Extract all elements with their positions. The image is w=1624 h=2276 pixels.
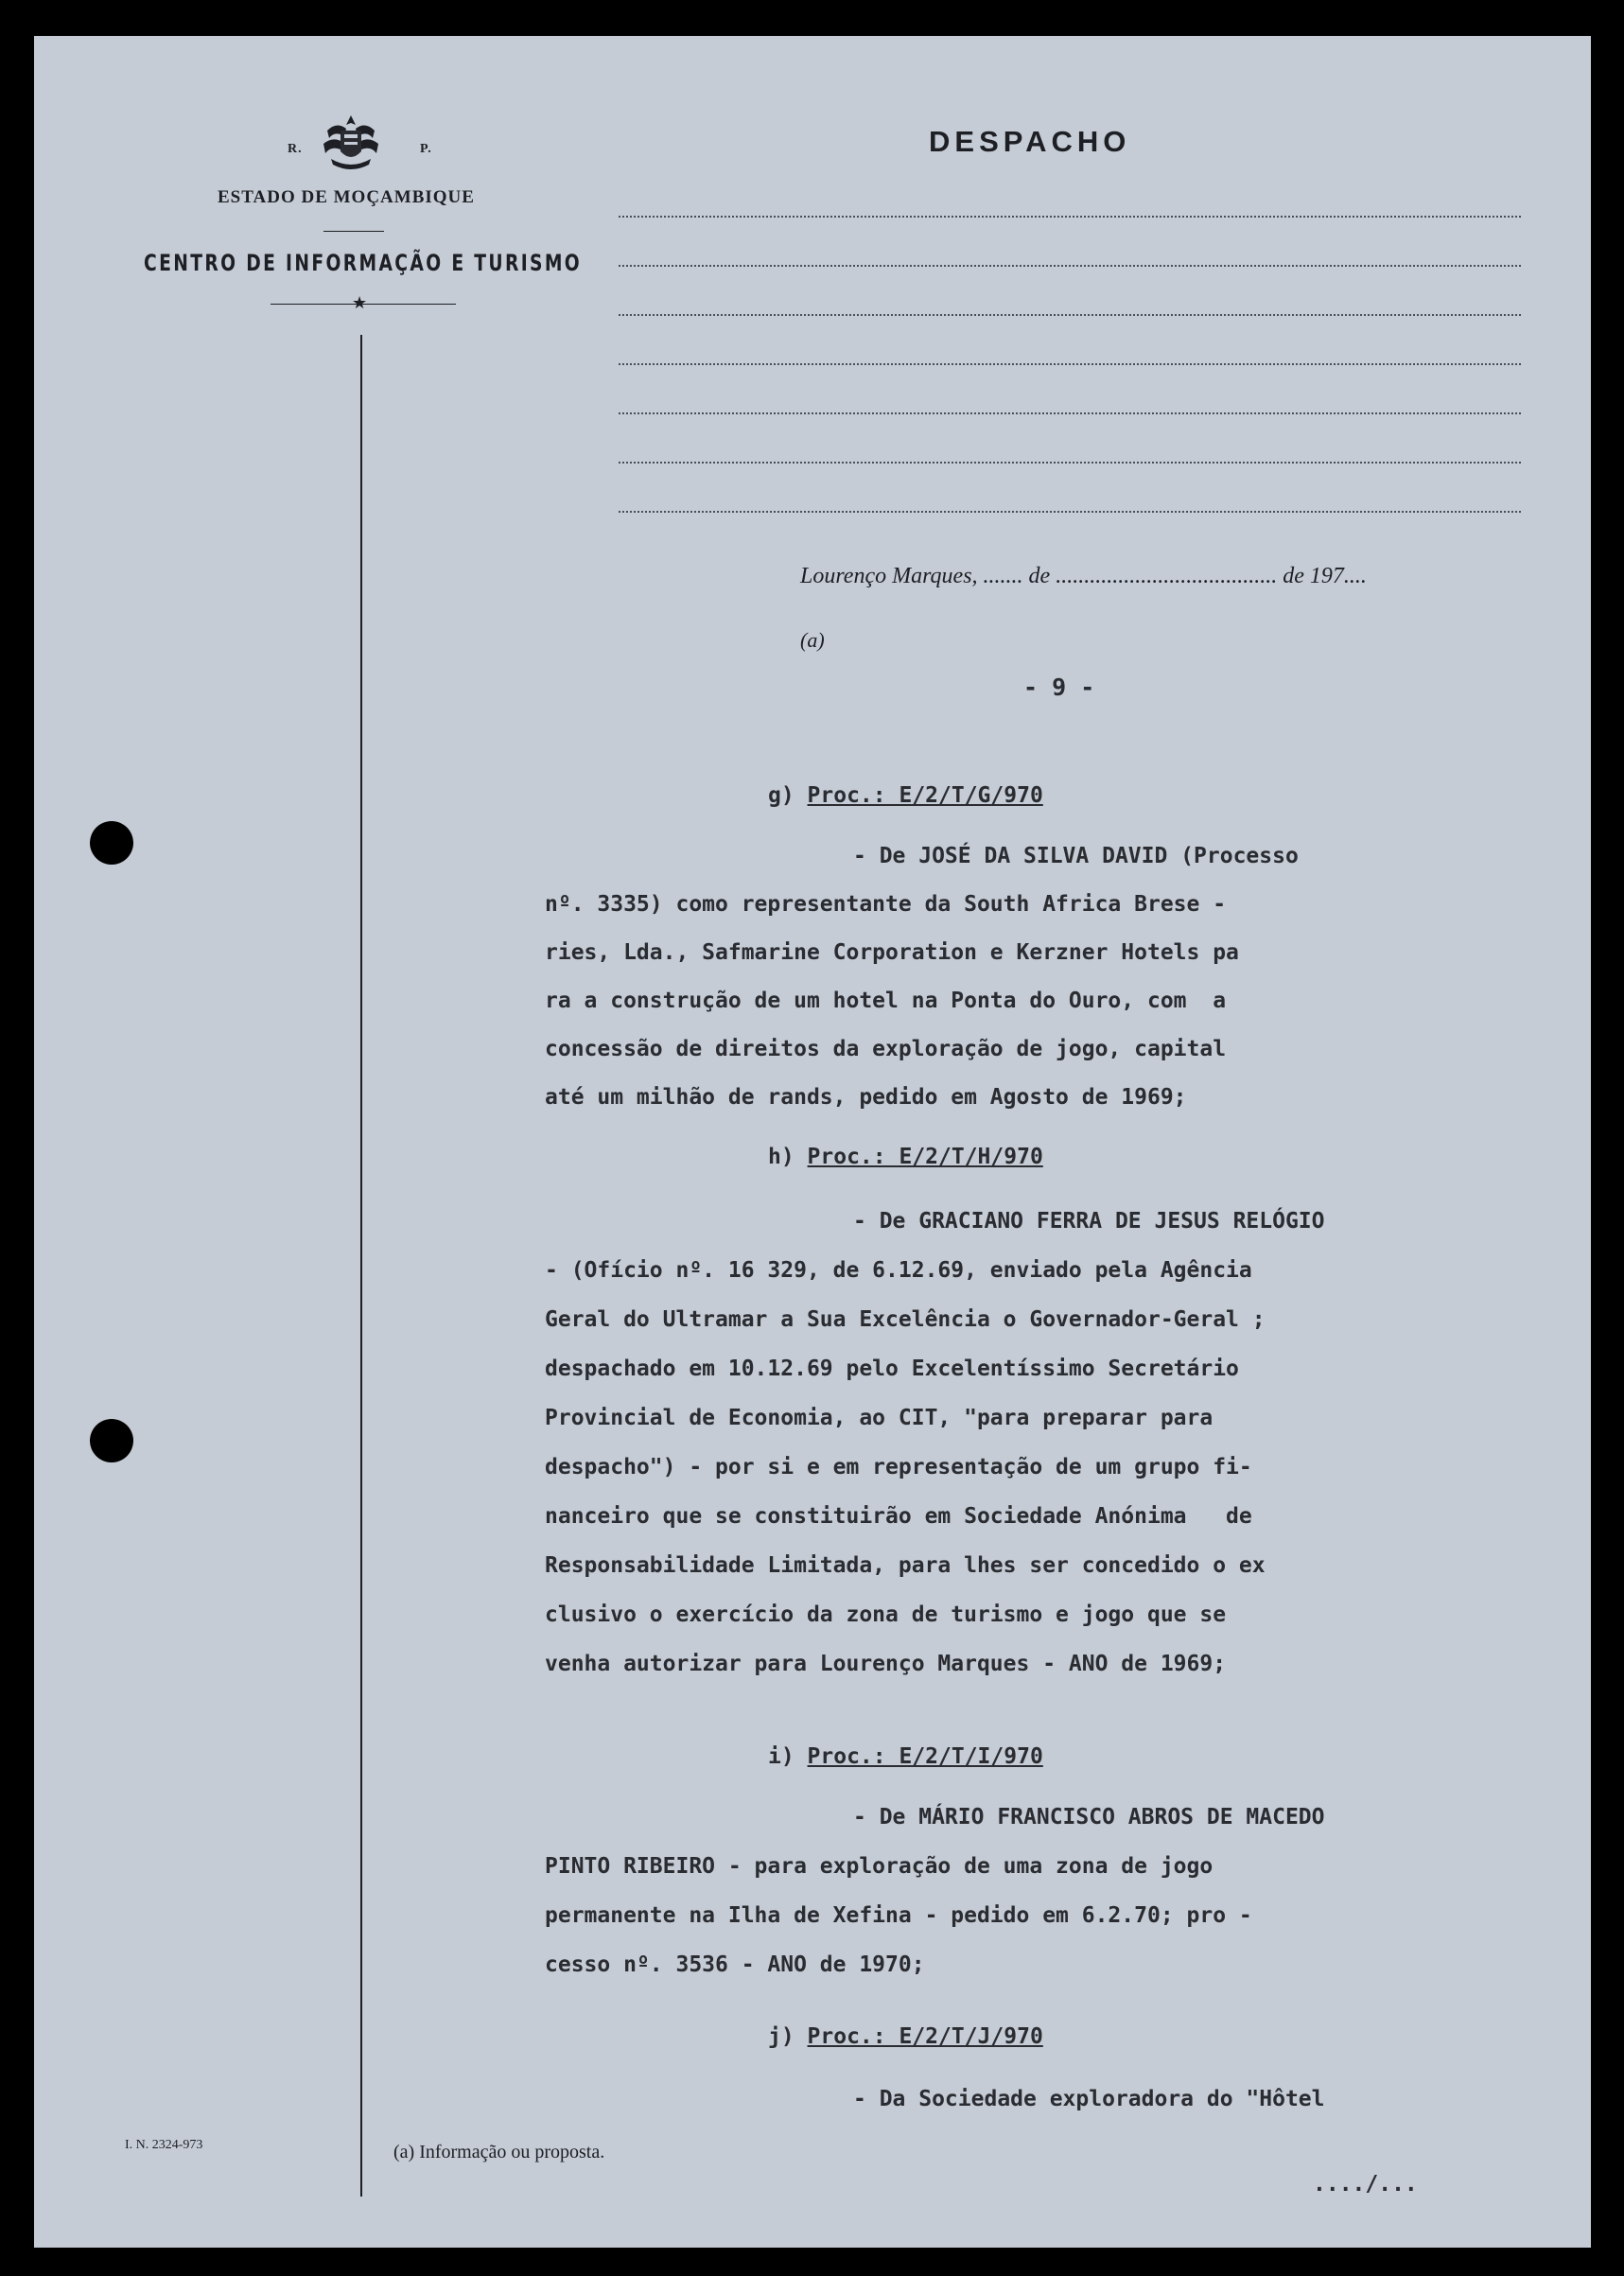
section-h-line: - De GRACIANO FERRA DE JESUS RELÓGIO	[853, 1209, 1325, 1234]
despacho-dotted-line	[619, 314, 1521, 316]
despacho-dotted-line	[619, 412, 1521, 414]
section-g-reference: Proc.: E/2/T/G/970	[807, 783, 1043, 808]
section-h-line: Provincial de Economia, ao CIT, "para preparar para	[545, 1406, 1214, 1430]
section-g-heading	[768, 783, 1043, 808]
section-j-line: - Da Sociedade exploradora do "Hôtel	[853, 2087, 1325, 2111]
section-h-heading	[768, 1145, 1043, 1169]
letterhead-star: ★	[352, 293, 368, 312]
section-h-reference: Proc.: E/2/T/H/970	[807, 1145, 1043, 1169]
section-h-line: - (Ofício nº. 16 329, de 6.12.69, enviado pela Agência	[545, 1258, 1252, 1283]
section-h-line: Geral do Ultramar a Sua Excelência o Governador-Geral ;	[545, 1307, 1266, 1332]
document-page	[34, 36, 1591, 2248]
section-g-line: até um milhão de rands, pedido em Agosto de 1969;	[545, 1085, 1187, 1110]
section-g-line: concessão de direitos da exploração de jogo, capital	[545, 1037, 1227, 1061]
binder-hole	[90, 1419, 133, 1462]
margin-rule	[360, 335, 362, 2197]
section-i-line: permanente na Ilha de Xefina - pedido em 6.2.70; pro -	[545, 1903, 1252, 1928]
section-g-line: nº. 3335) como representante da South Africa Brese -	[545, 892, 1227, 917]
section-g-line: ra a construção de um hotel na Ponta do Ouro, com a	[545, 989, 1227, 1013]
section-g-line: ries, Lda., Safmarine Corporation e Kerzner Hotels pa	[545, 940, 1239, 965]
despacho-place-date: Lourenço Marques, ....... de ....................................... de 197....	[800, 564, 1367, 588]
footnote: (a) Informação ou proposta.	[393, 2142, 605, 2162]
section-i-line: cesso nº. 3536 - ANO de 1970;	[545, 1952, 925, 1977]
print-code: I. N. 2324-973	[125, 2138, 203, 2152]
section-i-line: - De MÁRIO FRANCISCO ABROS DE MACEDO	[853, 1805, 1325, 1830]
coat-of-arms-icon	[318, 112, 384, 178]
section-h-line: despacho") - por si e em representação de um grupo fi-	[545, 1455, 1252, 1479]
section-h-line: despachado em 10.12.69 pelo Excelentíssimo Secretário	[545, 1357, 1239, 1381]
section-g-letter: g)	[768, 783, 808, 808]
despacho-dotted-line	[619, 216, 1521, 218]
despacho-dotted-line	[619, 363, 1521, 365]
section-j-reference: Proc.: E/2/T/J/970	[807, 2024, 1043, 2049]
letterhead-estado: ESTADO DE MOÇAMBIQUE	[218, 187, 475, 207]
despacho-title: DESPACHO	[929, 125, 1131, 158]
section-i-heading	[768, 1744, 1043, 1769]
letterhead-centro: CENTRO DE INFORMAÇÃO E TURISMO	[144, 250, 583, 276]
section-h-line: nanceiro que se constituirão em Sociedade Anónima de	[545, 1504, 1252, 1529]
section-h-line: venha autorizar para Lourenço Marques - ANO de 1969;	[545, 1652, 1227, 1676]
page-number: - 9 -	[1023, 674, 1095, 701]
section-h-line: clusivo o exercício da zona de turismo e jogo que se	[545, 1602, 1227, 1627]
section-h-letter: h)	[768, 1145, 808, 1169]
continuation-mark: ..../...	[1313, 2172, 1418, 2197]
letterhead-r-left: R.	[288, 142, 303, 156]
letterhead-short-rule	[323, 231, 384, 232]
section-j-letter: j)	[768, 2024, 808, 2049]
despacho-a-marker: (a)	[800, 628, 825, 652]
section-i-letter: i)	[768, 1744, 808, 1769]
binder-hole	[90, 821, 133, 865]
letterhead-r-right: P.	[420, 142, 432, 156]
despacho-dotted-line	[619, 511, 1521, 513]
section-g-line: - De JOSÉ DA SILVA DAVID (Processo	[853, 844, 1299, 868]
section-h-line: Responsabilidade Limitada, para lhes ser concedido o ex	[545, 1553, 1266, 1578]
section-i-line: PINTO RIBEIRO - para exploração de uma zona de jogo	[545, 1854, 1214, 1879]
section-i-reference: Proc.: E/2/T/I/970	[807, 1744, 1043, 1769]
despacho-dotted-line	[619, 265, 1521, 267]
despacho-dotted-line	[619, 462, 1521, 464]
section-j-heading	[768, 2024, 1043, 2049]
